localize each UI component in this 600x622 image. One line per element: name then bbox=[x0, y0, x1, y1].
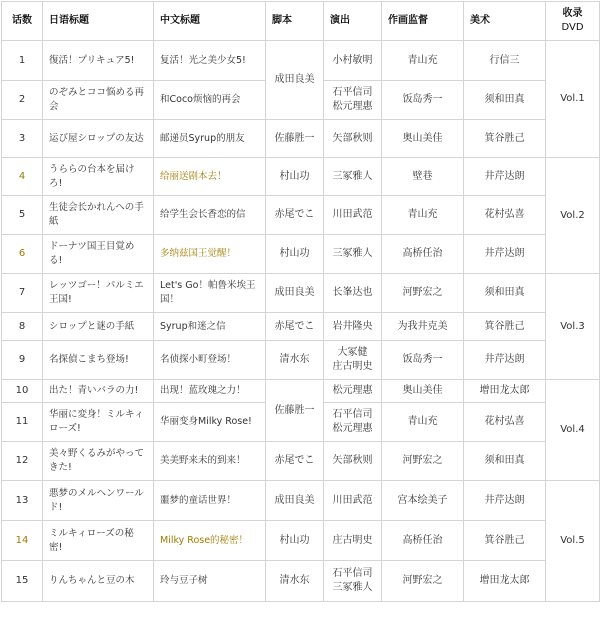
cn-title-cell: 华丽变身Milky Rose! bbox=[154, 403, 266, 442]
table-row bbox=[2, 235, 600, 274]
table-row bbox=[2, 313, 600, 341]
animation-director-cell: 奥山美佳 bbox=[382, 380, 464, 403]
art-cell: 箕谷胜己 bbox=[464, 521, 546, 561]
jp-title-cell: 名探偵こまち登场! bbox=[43, 341, 154, 380]
director-cell bbox=[324, 403, 382, 442]
art-cell: 井芹达朗 bbox=[464, 481, 546, 521]
animation-director-cell: 高桥任治 bbox=[382, 235, 464, 274]
dvd-volume-cell: Vol.3 bbox=[546, 274, 600, 380]
director-cell bbox=[324, 235, 382, 274]
jp-title-cell: ドーナツ国王目覚める! bbox=[43, 235, 154, 274]
header-director: 演出 bbox=[324, 2, 382, 41]
cn-title-cell: 玲与豆子树 bbox=[154, 561, 266, 602]
jp-title-cell: 运び屋シロップの友达 bbox=[43, 120, 154, 158]
header-script: 脚本 bbox=[266, 2, 324, 41]
episode-number-cell: 14 bbox=[2, 521, 43, 561]
cn-title-cell: 和Coco烦恼的再会 bbox=[154, 81, 266, 120]
animation-director-cell: 高桥任治 bbox=[382, 521, 464, 561]
header-cn-title: 中文标题 bbox=[154, 2, 266, 41]
cn-title-cell: 邮递员Syrup的朋友 bbox=[154, 120, 266, 158]
director-cell bbox=[324, 41, 382, 81]
animation-director-cell: 饭岛秀一 bbox=[382, 81, 464, 120]
animation-director-cell: 为我井克美 bbox=[382, 313, 464, 341]
jp-title-cell: 美々野くるみがやってきた! bbox=[43, 442, 154, 481]
jp-title-cell: シロップと谜の手紙 bbox=[43, 313, 154, 341]
table-row bbox=[2, 521, 600, 561]
episode-number-cell: 9 bbox=[2, 341, 43, 380]
director-name: 岩井隆央 bbox=[332, 320, 373, 332]
animation-director-cell: 青山充 bbox=[382, 196, 464, 235]
table-row bbox=[2, 561, 600, 602]
jp-title-cell: レッツゴー！パルミエ王国! bbox=[43, 274, 154, 313]
animation-director-cell: 河野宏之 bbox=[382, 561, 464, 602]
script-cell: 赤尾でこ bbox=[266, 442, 324, 481]
art-cell: 花村弘喜 bbox=[464, 403, 546, 442]
episode-number-cell: 11 bbox=[2, 403, 43, 442]
art-cell: 箕谷胜己 bbox=[464, 313, 546, 341]
animation-director-cell: 河野宏之 bbox=[382, 442, 464, 481]
art-cell: 增田龙太郎 bbox=[464, 561, 546, 602]
cn-title-cell: Let's Go！帕鲁米埃王国！ bbox=[154, 274, 266, 313]
director-name: 三冢雅人 bbox=[332, 582, 373, 593]
director-cell bbox=[324, 120, 382, 158]
art-cell: 井芹达朗 bbox=[464, 341, 546, 380]
animation-director-cell: 饭岛秀一 bbox=[382, 341, 464, 380]
director-name: 石平信司 bbox=[332, 409, 373, 420]
animation-director-cell: 壁巷 bbox=[382, 158, 464, 196]
director-name: 三冢雅人 bbox=[332, 170, 373, 182]
jp-title-cell: うららの台本を届けろ! bbox=[43, 158, 154, 196]
director-name: 矢部秋则 bbox=[332, 455, 373, 466]
director-name: 川田武范 bbox=[332, 494, 373, 506]
episode-number-cell: 1 bbox=[2, 41, 43, 81]
episode-number-cell: 3 bbox=[2, 120, 43, 158]
jp-title-cell: 华丽に変身！ミルキィローズ! bbox=[43, 403, 154, 442]
script-cell: 成田良美 bbox=[266, 481, 324, 521]
art-cell: 花村弘喜 bbox=[464, 196, 546, 235]
episode-number-cell: 4 bbox=[2, 158, 43, 196]
header-animation-director: 作画监督 bbox=[382, 2, 464, 41]
header-art: 美术 bbox=[464, 2, 546, 41]
dvd-volume-cell: Vol.5 bbox=[546, 481, 600, 602]
director-name: 松元理惠 bbox=[332, 423, 373, 434]
script-cell: 赤尾でこ bbox=[266, 313, 324, 341]
episode-number-cell: 12 bbox=[2, 442, 43, 481]
dvd-volume-cell: Vol.4 bbox=[546, 380, 600, 481]
cn-title-cell: 噩梦的童话世界！ bbox=[154, 481, 266, 521]
episode-number-cell: 5 bbox=[2, 196, 43, 235]
director-name: 小村敏明 bbox=[332, 54, 373, 66]
header-episode: 话数 bbox=[2, 2, 43, 41]
episode-number-cell: 13 bbox=[2, 481, 43, 521]
director-name: 松元理惠 bbox=[332, 101, 373, 112]
director-name: 庄古明史 bbox=[332, 361, 373, 372]
director-cell bbox=[324, 158, 382, 196]
episode-number-cell: 7 bbox=[2, 274, 43, 313]
jp-title-cell: 悪梦のメルヘンワールド! bbox=[43, 481, 154, 521]
director-cell bbox=[324, 481, 382, 521]
director-cell bbox=[324, 313, 382, 341]
table-row bbox=[2, 481, 600, 521]
director-cell bbox=[324, 196, 382, 235]
cn-title-cell: 复活！光之美少女5! bbox=[154, 41, 266, 81]
cn-title-cell: 多纳兹国王觉醒！ bbox=[154, 235, 266, 274]
episode-number-cell: 8 bbox=[2, 313, 43, 341]
director-cell bbox=[324, 561, 382, 602]
dvd-volume-cell: Vol.2 bbox=[546, 158, 600, 274]
director-cell bbox=[324, 341, 382, 380]
director-name: 石平信司 bbox=[332, 568, 373, 579]
cn-title-cell: 给丽送剧本去！ bbox=[154, 158, 266, 196]
header-dvd-line2: DVD bbox=[561, 22, 584, 33]
script-cell: 村山功 bbox=[266, 158, 324, 196]
script-cell: 清水东 bbox=[266, 341, 324, 380]
animation-director-cell: 奥山美佳 bbox=[382, 120, 464, 158]
cn-title-cell: Syrup和迷之信 bbox=[154, 313, 266, 341]
director-cell bbox=[324, 521, 382, 561]
jp-title-cell: ミルキィローズの秘密! bbox=[43, 521, 154, 561]
cn-title-cell: Milky Rose的秘密！ bbox=[154, 521, 266, 561]
cn-title-cell: 美美野来未的到来！ bbox=[154, 442, 266, 481]
jp-title-cell: 生徒会长かれんへの手紙 bbox=[43, 196, 154, 235]
script-cell: 赤尾でこ bbox=[266, 196, 324, 235]
director-name: 矢部秋则 bbox=[332, 132, 373, 144]
director-cell bbox=[324, 380, 382, 403]
script-cell: 佐藤胜一 bbox=[266, 120, 324, 158]
cn-title-cell: 名侦探小町登场！ bbox=[154, 341, 266, 380]
director-cell bbox=[324, 274, 382, 313]
art-cell: 须和田真 bbox=[464, 274, 546, 313]
episode-number-cell: 6 bbox=[2, 235, 43, 274]
director-name: 三冢雅人 bbox=[332, 248, 373, 259]
jp-title-cell: 出た！青いバラの力! bbox=[43, 380, 154, 403]
jp-title-cell: のぞみとココ悩める再会 bbox=[43, 81, 154, 120]
art-cell: 须和田真 bbox=[464, 81, 546, 120]
table-row bbox=[2, 196, 600, 235]
script-cell: 成田良美 bbox=[266, 274, 324, 313]
script-cell: 成田良美 bbox=[266, 41, 324, 120]
table-row bbox=[2, 274, 600, 313]
header-jp-title: 日语标题 bbox=[43, 2, 154, 41]
director-name: 川田武范 bbox=[332, 209, 373, 220]
animation-director-cell: 青山充 bbox=[382, 41, 464, 81]
art-cell: 井芹达朗 bbox=[464, 158, 546, 196]
episode-number-cell: 10 bbox=[2, 380, 43, 403]
header-dvd bbox=[546, 2, 600, 41]
script-cell: 村山功 bbox=[266, 235, 324, 274]
director-name: 大冢健 bbox=[337, 347, 368, 358]
director-name: 庄古明史 bbox=[332, 534, 373, 546]
script-cell: 村山功 bbox=[266, 521, 324, 561]
art-cell: 增田龙太郎 bbox=[464, 380, 546, 403]
animation-director-cell: 河野宏之 bbox=[382, 274, 464, 313]
episode-number-cell: 15 bbox=[2, 561, 43, 602]
table-row bbox=[2, 41, 600, 81]
director-name: 石平信司 bbox=[332, 87, 373, 98]
animation-director-cell: 青山充 bbox=[382, 403, 464, 442]
art-cell: 箕谷胜己 bbox=[464, 120, 546, 158]
table-row bbox=[2, 442, 600, 481]
director-name: 长峯达也 bbox=[332, 287, 373, 298]
episode-number-cell: 2 bbox=[2, 81, 43, 120]
table-body bbox=[2, 41, 600, 602]
episode-table bbox=[1, 1, 600, 602]
director-cell bbox=[324, 81, 382, 120]
director-name: 松元理惠 bbox=[332, 385, 373, 396]
director-cell bbox=[324, 442, 382, 481]
art-cell: 井芹达朗 bbox=[464, 235, 546, 274]
script-cell: 清水东 bbox=[266, 561, 324, 602]
table-row bbox=[2, 380, 600, 403]
art-cell: 须和田真 bbox=[464, 442, 546, 481]
jp-title-cell: 復活！プリキュア5! bbox=[43, 41, 154, 81]
header-dvd-line1: 收录 bbox=[562, 8, 583, 19]
jp-title-cell: りんちゃんと豆の木 bbox=[43, 561, 154, 602]
table-row bbox=[2, 341, 600, 380]
art-cell: 行信三 bbox=[464, 41, 546, 81]
table-row bbox=[2, 158, 600, 196]
table-row bbox=[2, 120, 600, 158]
cn-title-cell: 出现！蓝玫瑰之力！ bbox=[154, 380, 266, 403]
cn-title-cell: 给学生会长香恋的信 bbox=[154, 196, 266, 235]
table-header-row bbox=[2, 2, 600, 41]
animation-director-cell: 宫本绘美子 bbox=[382, 481, 464, 521]
script-cell: 佐藤胜一 bbox=[266, 380, 324, 442]
dvd-volume-cell: Vol.1 bbox=[546, 41, 600, 158]
